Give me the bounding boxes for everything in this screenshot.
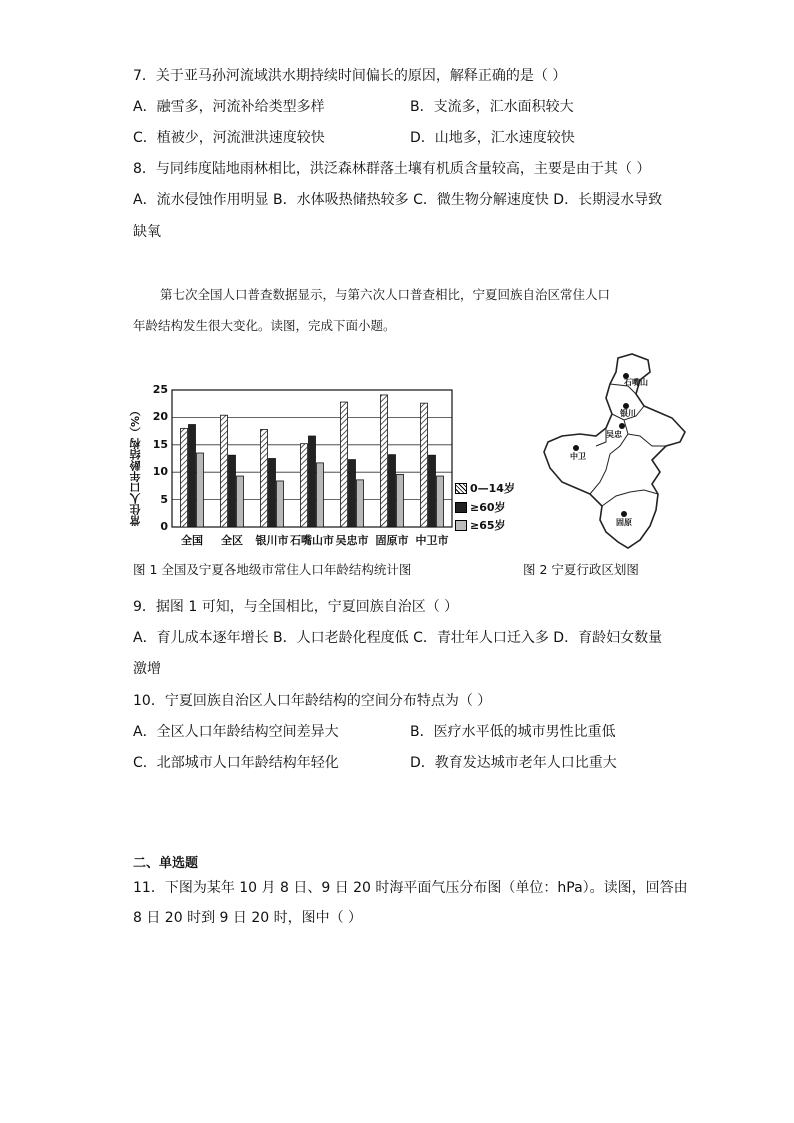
q8-options: A．流水侵蚀作用明显 B．水体吸热储热较多 C．微生物分解速度快 D．长期浸水导致 (133, 192, 663, 208)
y-axis-label: 常住人口年龄结构（%） (129, 405, 142, 527)
q8-options-continued: 缺氧 (133, 224, 161, 240)
category-label: 中卫市 (415, 534, 449, 547)
bar-0-14 (181, 428, 188, 527)
bar-60-plus (429, 455, 436, 527)
category-label: 吴忠市 (335, 534, 369, 547)
bar-65-plus (437, 476, 444, 527)
figure-1-chart (129, 375, 515, 555)
map-label-guyuan: 固原 (616, 518, 632, 527)
y-tick-label: 25 (152, 383, 168, 396)
y-tick-label: 20 (152, 410, 168, 424)
q9-options-continued: 激增 (133, 661, 161, 677)
map-label-shizuishan: 石嘴山 (624, 378, 648, 387)
legend-0-14 (455, 480, 515, 496)
figure-2-map (540, 350, 690, 555)
q7-stem: 7．关于亚马孙河流域洪水期持续时间偏长的原因，解释正确的是（ ） (133, 68, 567, 84)
legend-65-plus (455, 517, 506, 533)
bar-60-plus (269, 459, 276, 528)
legend-label-60-plus: ≥60岁 (470, 501, 506, 514)
bar-65-plus (397, 474, 404, 527)
section-2-title: 二、单选题 (133, 856, 199, 871)
category-label: 石嘴山市 (290, 534, 334, 547)
y-tick-label: 10 (152, 465, 168, 479)
bar-60-plus (349, 460, 356, 527)
bar-60-plus (189, 425, 196, 527)
q7-option-c: C．植被少，河流泄洪速度较快 (133, 130, 325, 146)
bar-65-plus (237, 476, 244, 527)
legend-swatch-dark (455, 502, 467, 513)
q7-option-b: B．支流多，汇水面积较大 (410, 99, 574, 115)
category-label: 固原市 (375, 534, 409, 547)
bar-0-14 (221, 415, 228, 527)
q10-stem: 10．宁夏回族自治区人口年龄结构的空间分布特点为（ ） (133, 693, 492, 709)
category-label: 全国 (181, 534, 203, 547)
legend-60-plus (455, 499, 506, 515)
bar-0-14 (381, 395, 388, 527)
bar-0-14 (261, 429, 268, 527)
q10-option-a: A．全区人口年龄结构空间差异大 (133, 724, 339, 740)
legend-swatch-gray (455, 520, 467, 531)
figure-2-caption: 图 2 宁夏行政区划图 (523, 562, 639, 577)
map-label-yinchuan: 银川 (620, 409, 636, 418)
q10-option-c: C．北部城市人口年龄结构年轻化 (133, 755, 339, 771)
age-structure-bar-chart (130, 375, 510, 555)
bar-65-plus (317, 463, 324, 527)
q9-stem: 9．据图 1 可知，与全国相比，宁夏回族自治区（ ） (133, 599, 459, 615)
category-label: 全区 (221, 534, 243, 547)
legend-label-0-14: 0—14岁 (470, 482, 515, 495)
q11-line-2: 8 日 20 时到 9 日 20 时，图中（ ） (133, 910, 363, 926)
bar-65-plus (197, 453, 204, 527)
q9-options: A．育儿成本逐年增长 B．人口老龄化程度低 C．青壮年人口迁入多 D．育龄妇女数量 (133, 630, 663, 646)
category-label: 银川市 (255, 534, 289, 547)
q11-line-1: 11．下图为某年 10 月 8 日、9 日 20 时海平面气压分布图（单位：hPa）。读图，回答由 (133, 880, 688, 896)
legend-label-65-plus: ≥65岁 (470, 519, 506, 532)
bar-60-plus (229, 455, 236, 527)
q10-option-b: B．医疗水平低的城市男性比重低 (410, 724, 616, 740)
q8-stem: 8．与同纬度陆地雨林相比，洪泛森林群落土壤有机质含量较高，主要是由于其（ ） (133, 161, 651, 177)
bar-65-plus (357, 480, 364, 527)
y-tick-label: 15 (152, 437, 168, 451)
bar-0-14 (301, 444, 308, 527)
bar-60-plus (309, 436, 316, 527)
ningxia-map-outline (540, 350, 690, 555)
passage-line-2: 年龄结构发生很大变化。读图，完成下面小题。 (133, 318, 396, 333)
y-tick-label: 5 (160, 492, 168, 506)
y-tick-label: 0 (160, 520, 168, 533)
bar-65-plus (277, 481, 284, 527)
q10-option-d: D．教育发达城市老年人口比重大 (410, 755, 617, 771)
legend-swatch-hatched (455, 483, 467, 494)
map-label-wuzhong: 吴忠 (606, 430, 622, 439)
q7-option-a: A．融雪多，河流补给类型多样 (133, 99, 325, 115)
bar-0-14 (341, 402, 348, 527)
q7-option-d: D．山地多，汇水速度较快 (410, 130, 575, 146)
bar-0-14 (421, 403, 428, 527)
bar-60-plus (389, 455, 396, 527)
map-label-zhongwei: 中卫 (570, 452, 586, 461)
passage-line-1: 第七次全国人口普查数据显示，与第六次人口普查相比，宁夏回族自治区常住人口 (160, 287, 611, 302)
figure-1-caption: 图 1 全国及宁夏各地级市常住人口年龄结构统计图 (133, 562, 412, 577)
